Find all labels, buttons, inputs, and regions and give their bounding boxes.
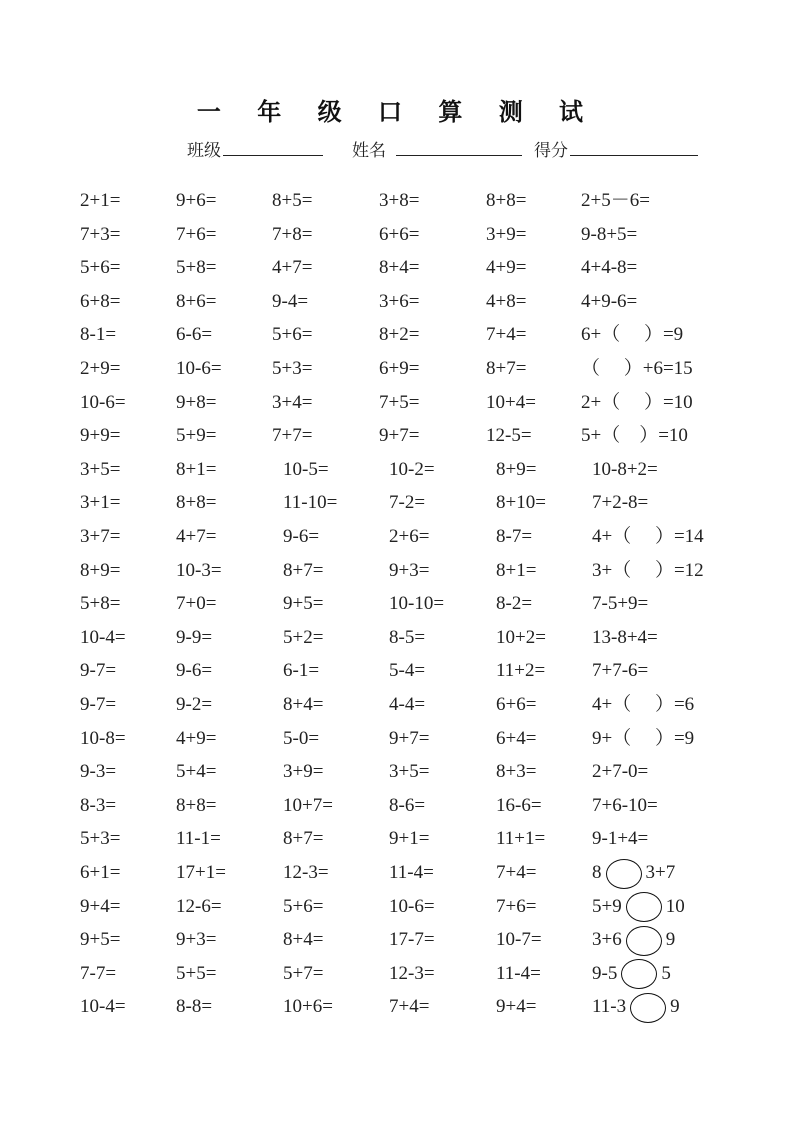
problem[interactable]: 6+8=	[80, 290, 121, 312]
problem[interactable]: 7+6-10=	[592, 794, 658, 816]
problem[interactable]: 8+1=	[496, 559, 537, 581]
problem[interactable]: 10-4=	[80, 996, 126, 1018]
compare-circle[interactable]	[606, 859, 642, 889]
problem[interactable]: 9-3=	[80, 761, 117, 783]
problem[interactable]: 8-2=	[496, 593, 533, 615]
problem[interactable]: 9+7=	[389, 727, 430, 749]
compare-left: 3+6	[592, 929, 622, 951]
problem[interactable]: 5+3=	[80, 828, 121, 850]
problem[interactable]: 5+4=	[176, 761, 217, 783]
problem[interactable]: 4+9=	[486, 257, 527, 279]
problem[interactable]: 9+3=	[176, 929, 217, 951]
problem[interactable]: 4+（ ）=6	[592, 694, 695, 715]
problem[interactable]: 10-3=	[176, 559, 222, 581]
problem[interactable]: 5-0=	[283, 727, 320, 749]
problem-row	[0, 455, 794, 485]
problem[interactable]: 5+6=	[80, 257, 121, 279]
compare-right: 9	[670, 996, 680, 1018]
problem[interactable]: 3+6=	[379, 290, 420, 312]
problem[interactable]: 4+9=	[176, 727, 217, 749]
problem[interactable]: 17+1=	[176, 862, 226, 883]
compare-right: 5	[661, 962, 671, 984]
problem[interactable]: 12-5=	[486, 425, 532, 447]
problem[interactable]: 8+9=	[496, 458, 537, 480]
problem[interactable]: 6+（ ）=9	[581, 324, 684, 346]
compare-right: 3+7	[645, 862, 676, 883]
compare-right: 9	[665, 929, 676, 951]
problem[interactable]: 10+7=	[283, 794, 333, 816]
problem[interactable]: 7+8=	[272, 223, 313, 245]
problem[interactable]: 9+7=	[379, 425, 420, 447]
problem[interactable]: 7-7=	[80, 962, 117, 984]
problem[interactable]: 7+6=	[496, 895, 537, 917]
problem[interactable]: 2+（ ）=10	[581, 391, 693, 413]
problem[interactable]: 10-10=	[389, 593, 445, 615]
problem[interactable]: 8+7=	[486, 358, 527, 379]
problem-row	[0, 320, 794, 350]
problem[interactable]: 9-8+5=	[581, 223, 638, 245]
problem-row	[0, 656, 794, 686]
problem[interactable]: 5+5=	[176, 962, 217, 984]
problem[interactable]: 11-4=	[496, 962, 541, 984]
problem[interactable]: 5+6=	[272, 324, 313, 346]
problem-row	[0, 354, 794, 384]
compare-problem[interactable]	[592, 892, 685, 923]
compare-circle[interactable]	[621, 959, 657, 989]
problem[interactable]: （ ）+6=15	[581, 358, 693, 379]
compare-left: 9-5	[592, 962, 618, 984]
problem[interactable]: 11-4=	[389, 862, 434, 883]
problem-row	[0, 186, 794, 216]
compare-right: 10	[665, 895, 685, 917]
problem-row	[0, 690, 794, 720]
problem[interactable]: 3+1=	[80, 492, 121, 514]
problem[interactable]: 8+10=	[496, 492, 546, 514]
problem[interactable]: 4+9-6=	[581, 290, 638, 312]
problem[interactable]: 9+（ ）=9	[592, 727, 695, 749]
problem[interactable]: 4+7=	[272, 257, 313, 279]
problem[interactable]: 10-7=	[496, 929, 542, 951]
problem[interactable]: 10+2=	[496, 626, 546, 648]
problem[interactable]: 6+6=	[496, 694, 537, 715]
problem[interactable]: 9-7=	[80, 694, 117, 715]
problem[interactable]: 8+1=	[176, 458, 217, 480]
problem[interactable]: 4+8=	[486, 290, 527, 312]
problem[interactable]: 8+8=	[176, 492, 217, 514]
problem[interactable]: 8+8=	[176, 794, 217, 816]
problem[interactable]: 10-6=	[80, 391, 126, 413]
problem[interactable]: 6-6=	[176, 324, 213, 346]
compare-left: 8	[592, 862, 602, 883]
problem[interactable]: 6-1=	[283, 660, 320, 682]
problem[interactable]: 8+2=	[379, 324, 420, 346]
problem[interactable]: 8+6=	[176, 290, 217, 312]
problem[interactable]: 10-4=	[80, 626, 126, 648]
problem[interactable]: 8-6=	[389, 794, 426, 816]
problem[interactable]: 8+7=	[283, 559, 324, 581]
problem[interactable]: 10-2=	[389, 458, 435, 480]
problem-row	[0, 253, 794, 283]
problem[interactable]: 7-5+9=	[592, 593, 649, 615]
problem[interactable]: 7+4=	[486, 324, 527, 346]
problem[interactable]: 10-8+2=	[592, 458, 658, 480]
problem[interactable]: 3+5=	[389, 761, 430, 783]
problem[interactable]: 8+9=	[80, 559, 121, 581]
problem[interactable]: 10-6=	[176, 358, 222, 379]
problem[interactable]: 10+4=	[486, 391, 536, 413]
problem[interactable]: 3+9=	[283, 761, 324, 783]
problem-row	[0, 488, 794, 518]
problem[interactable]: 9+8=	[176, 391, 217, 413]
problem[interactable]: 16-6=	[496, 794, 542, 816]
problem[interactable]: 7-2=	[389, 492, 426, 514]
class-blank[interactable]	[223, 139, 323, 156]
problem[interactable]: 10-8=	[80, 727, 126, 749]
problem[interactable]: 5+6=	[283, 895, 324, 917]
problem[interactable]: 7+7=	[272, 425, 313, 447]
score-blank[interactable]	[570, 139, 698, 156]
problem[interactable]: 9-4=	[272, 290, 309, 312]
problem[interactable]: 6+9=	[379, 358, 420, 379]
problem-row	[0, 589, 794, 619]
problem[interactable]: 9-1+4=	[592, 828, 649, 850]
problem[interactable]: 2+1=	[80, 190, 121, 211]
problem-row	[0, 959, 794, 989]
problem[interactable]: 2+9=	[80, 358, 121, 379]
problem[interactable]: 8+5=	[272, 190, 313, 211]
problem-row	[0, 522, 794, 552]
problem[interactable]: 7+3=	[80, 223, 121, 245]
problem[interactable]: 11+2=	[496, 660, 546, 682]
problem[interactable]: 17-7=	[389, 929, 435, 951]
problem[interactable]: 5+8=	[176, 257, 217, 279]
problem[interactable]: 3+7=	[80, 526, 121, 547]
problem[interactable]: 6+4=	[496, 727, 537, 749]
problem[interactable]: 8+8=	[486, 190, 527, 211]
class-label: 班级	[187, 141, 221, 161]
problem-row	[0, 287, 794, 317]
problem[interactable]: 4+7=	[176, 526, 217, 547]
problem[interactable]: 5+3=	[272, 358, 313, 379]
problem-row	[0, 892, 794, 922]
problem-row	[0, 388, 794, 418]
problem-row	[0, 421, 794, 451]
problem[interactable]: 2+6=	[389, 526, 430, 547]
name-label: 姓名	[352, 141, 386, 161]
compare-problem[interactable]	[592, 992, 680, 1023]
problem[interactable]: 6+1=	[80, 862, 121, 883]
problem[interactable]: 7+6=	[176, 223, 217, 245]
problem[interactable]: 8+4=	[283, 929, 324, 951]
problem[interactable]: 7+5=	[379, 391, 420, 413]
problem[interactable]: 6+6=	[379, 223, 420, 245]
problem[interactable]: 11+1=	[496, 828, 546, 850]
problem[interactable]: 9+4=	[496, 996, 537, 1018]
problem[interactable]: 8-8=	[176, 996, 213, 1018]
problem-row	[0, 724, 794, 754]
problem[interactable]: 5+2=	[283, 626, 324, 648]
problem[interactable]: 9+5=	[80, 929, 121, 951]
page-title: 一 年 级 口 算 测 试	[196, 98, 598, 126]
problem-row	[0, 824, 794, 854]
problem-row	[0, 925, 794, 955]
problem[interactable]: 7+4=	[389, 996, 430, 1018]
problem[interactable]: 7+4=	[496, 862, 537, 883]
compare-left: 5+9	[592, 895, 622, 917]
problem[interactable]: 4+4-8=	[581, 257, 638, 279]
problem[interactable]: 7+7-6=	[592, 660, 649, 682]
problem[interactable]: 8+4=	[283, 694, 324, 715]
problem[interactable]: 2+7-0=	[592, 761, 649, 783]
problem[interactable]: 9+6=	[176, 190, 217, 211]
problem[interactable]: 3+（ ）=12	[592, 559, 704, 581]
compare-circle[interactable]	[626, 892, 662, 922]
problem[interactable]: 9+5=	[283, 593, 324, 615]
problem[interactable]: 4-4=	[389, 694, 426, 715]
problem[interactable]: 9+1=	[389, 828, 430, 850]
problem[interactable]: 2+5－6=	[581, 190, 650, 211]
problem[interactable]: 9+4=	[80, 895, 121, 917]
problem[interactable]: 8-7=	[496, 526, 533, 547]
problem-row	[0, 992, 794, 1022]
problem[interactable]: 9-7=	[80, 660, 117, 682]
problem[interactable]: 7+2-8=	[592, 492, 649, 514]
problem[interactable]: 7+0=	[176, 593, 217, 615]
problem-row	[0, 757, 794, 787]
problem-row	[0, 791, 794, 821]
problem[interactable]: 5-4=	[389, 660, 426, 682]
problem[interactable]: 12-6=	[176, 895, 222, 917]
name-blank[interactable]	[396, 139, 522, 156]
problem[interactable]: 4+（ ）=14	[592, 526, 704, 547]
score-label: 得分	[534, 141, 568, 161]
problem[interactable]: 9+9=	[80, 425, 121, 447]
problem[interactable]: 8+4=	[379, 257, 420, 279]
problem[interactable]: 9-6=	[176, 660, 213, 682]
problem[interactable]: 11-10=	[283, 492, 338, 514]
problem[interactable]: 8+7=	[283, 828, 324, 850]
problem[interactable]: 8-1=	[80, 324, 117, 346]
problem[interactable]: 5+9=	[176, 425, 217, 447]
problem[interactable]: 5+7=	[283, 962, 324, 984]
problem[interactable]: 3+8=	[379, 190, 420, 211]
problem[interactable]: 8-3=	[80, 794, 117, 816]
problem[interactable]: 10-5=	[283, 458, 329, 480]
class-field[interactable]	[187, 136, 323, 161]
problem-row	[0, 623, 794, 653]
problem[interactable]: 8-5=	[389, 626, 426, 648]
problem[interactable]: 8+3=	[496, 761, 537, 783]
problem[interactable]: 9-6=	[283, 526, 320, 547]
problem[interactable]: 3+4=	[272, 391, 313, 413]
problem[interactable]: 9+3=	[389, 559, 430, 581]
problem[interactable]: 3+5=	[80, 458, 121, 480]
compare-circle[interactable]	[630, 993, 666, 1023]
problem[interactable]: 10+6=	[283, 996, 333, 1018]
problem[interactable]: 11-1=	[176, 828, 221, 850]
problem[interactable]: 9-2=	[176, 694, 213, 715]
compare-circle[interactable]	[626, 926, 662, 956]
problem[interactable]: 10-6=	[389, 895, 435, 917]
compare-problem[interactable]	[592, 959, 671, 990]
compare-problem[interactable]	[592, 925, 675, 956]
score-field[interactable]	[534, 136, 698, 161]
problem[interactable]: 5+（ ）=10	[581, 425, 688, 447]
problem-row	[0, 220, 794, 250]
name-field[interactable]	[352, 136, 522, 161]
problem-row	[0, 556, 794, 586]
problem[interactable]: 12-3=	[283, 862, 329, 883]
problem[interactable]: 13-8+4=	[592, 626, 658, 648]
problem[interactable]: 12-3=	[389, 962, 435, 984]
problem[interactable]: 9-9=	[176, 626, 213, 648]
problem-row	[0, 858, 794, 888]
compare-problem[interactable]	[592, 858, 675, 889]
problem[interactable]: 3+9=	[486, 223, 527, 245]
compare-left: 11-3	[592, 996, 627, 1018]
problem[interactable]: 5+8=	[80, 593, 121, 615]
